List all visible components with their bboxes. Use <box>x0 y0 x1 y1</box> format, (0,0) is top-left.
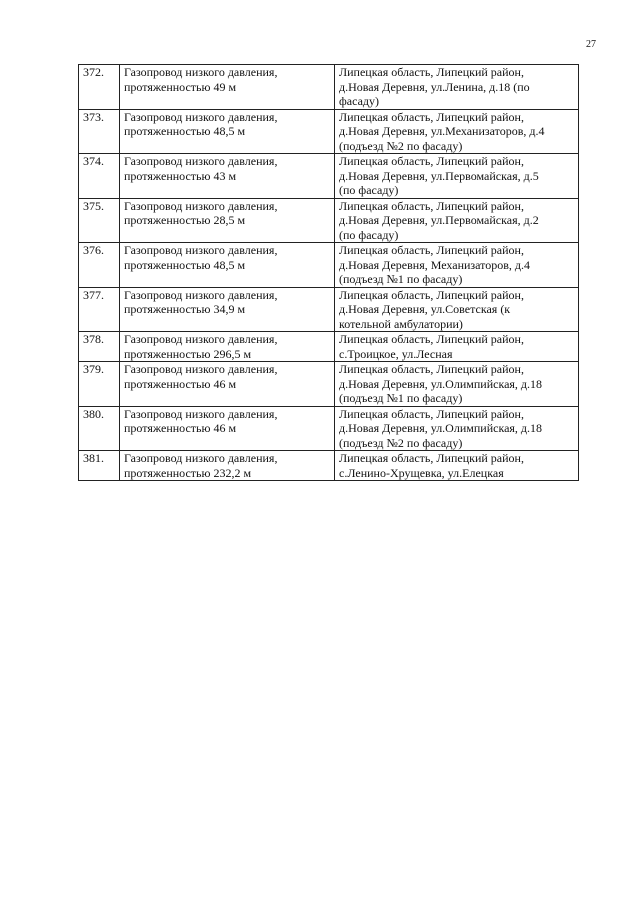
row-number-cell: 373. <box>79 109 120 154</box>
object-name-line: Газопровод низкого давления, <box>124 287 278 302</box>
object-name-cell <box>120 362 335 407</box>
object-name-cell <box>120 406 335 451</box>
table-row <box>79 287 579 332</box>
table-row <box>79 243 579 288</box>
address-line: Липецкая область, Липецкий район, <box>339 406 524 421</box>
object-name-line: протяженностью 43 м <box>124 168 237 183</box>
address-cell <box>335 362 579 407</box>
address-line: Липецкая область, Липецкий район, <box>339 287 524 302</box>
object-name-cell <box>120 65 335 110</box>
address-cell <box>335 332 579 362</box>
address-line: (по фасаду) <box>339 227 399 242</box>
address-line: (подъезд №2 по фасаду) <box>339 435 463 450</box>
address-line: д.Новая Деревня, ул.Советская (к <box>339 302 511 316</box>
address-line: Липецкая область, Липецкий район, <box>339 362 524 376</box>
object-name-line: Газопровод низкого давления, <box>124 362 278 376</box>
address-cell <box>335 451 579 481</box>
table-row <box>79 154 579 199</box>
address-line: Липецкая область, Липецкий район, <box>339 451 524 465</box>
row-number-cell: 381. <box>79 451 120 481</box>
object-name-line: Газопровод низкого давления, <box>124 154 278 168</box>
address-line: Липецкая область, Липецкий район, <box>339 332 524 346</box>
address-line: Липецкая область, Липецкий район, <box>339 243 524 257</box>
object-name-cell <box>120 287 335 332</box>
address-line: д.Новая Деревня, ул.Первомайская, д.2 <box>339 213 539 227</box>
address-line: котельной амбулатории) <box>339 316 463 331</box>
object-name-line: протяженностью 46 м <box>124 421 237 435</box>
address-line: Липецкая область, Липецкий район, <box>339 198 524 213</box>
table-row <box>79 451 579 481</box>
address-cell <box>335 154 579 199</box>
object-name-line: протяженностью 34,9 м <box>124 302 246 316</box>
object-name-cell <box>120 198 335 243</box>
object-name-line: Газопровод низкого давления, <box>124 109 278 124</box>
address-line: (по фасаду) <box>339 183 399 197</box>
object-name-line: протяженностью 48,5 м <box>124 257 246 272</box>
object-name-line: протяженностью 232,2 м <box>124 465 252 480</box>
address-line: Липецкая область, Липецкий район, <box>339 109 524 124</box>
object-name-cell <box>120 332 335 362</box>
address-line: (подъезд №2 по фасаду) <box>339 138 463 153</box>
address-line: д.Новая Деревня, ул.Механизаторов, д.4 <box>339 124 545 138</box>
address-line: д.Новая Деревня, ул.Олимпийская, д.18 <box>339 421 543 435</box>
address-cell <box>335 406 579 451</box>
object-name-cell <box>120 451 335 481</box>
address-line: с.Ленино-Хрущевка, ул.Елецкая <box>339 465 504 480</box>
address-cell <box>335 109 579 154</box>
object-name-cell <box>120 243 335 288</box>
address-cell <box>335 243 579 288</box>
object-name-line: протяженностью 49 м <box>124 79 237 94</box>
table-row <box>79 109 579 154</box>
row-number-cell: 378. <box>79 332 120 362</box>
object-name-cell <box>120 109 335 154</box>
table-row <box>79 362 579 407</box>
registry-table <box>78 64 579 481</box>
row-number-cell: 377. <box>79 287 120 332</box>
object-name-line: Газопровод низкого давления, <box>124 65 278 79</box>
object-name-line: Газопровод низкого давления, <box>124 451 278 465</box>
object-name-line: Газопровод низкого давления, <box>124 198 278 213</box>
object-name-line: протяженностью 46 м <box>124 376 237 391</box>
object-name-line: протяженностью 28,5 м <box>124 213 246 227</box>
object-name-line: Газопровод низкого давления, <box>124 332 278 346</box>
table-row <box>79 65 579 110</box>
object-name-cell <box>120 154 335 199</box>
address-line: (подъезд №1 по фасаду) <box>339 272 463 286</box>
row-number-cell: 374. <box>79 154 120 199</box>
object-name-line: Газопровод низкого давления, <box>124 243 278 257</box>
table-row <box>79 406 579 451</box>
row-number-cell: 376. <box>79 243 120 288</box>
address-line: фасаду) <box>339 94 380 108</box>
address-line: д.Новая Деревня, ул.Первомайская, д.5 <box>339 168 539 183</box>
page-number: 27 <box>586 39 596 50</box>
address-line: Липецкая область, Липецкий район, <box>339 65 524 79</box>
address-line: Липецкая область, Липецкий район, <box>339 154 524 168</box>
row-number-cell: 380. <box>79 406 120 451</box>
address-line: д.Новая Деревня, ул.Ленина, д.18 (по <box>339 79 530 94</box>
address-line: с.Троицкое, ул.Лесная <box>339 346 453 361</box>
address-cell <box>335 287 579 332</box>
table-row <box>79 198 579 243</box>
row-number-cell: 372. <box>79 65 120 110</box>
table-row <box>79 332 579 362</box>
address-line: д.Новая Деревня, ул.Олимпийская, д.18 <box>339 376 543 391</box>
row-number-cell: 375. <box>79 198 120 243</box>
object-name-line: протяженностью 296,5 м <box>124 346 252 361</box>
registry-table-body <box>79 65 579 481</box>
object-name-line: протяженностью 48,5 м <box>124 124 246 138</box>
address-line: д.Новая Деревня, Механизаторов, д.4 <box>339 257 531 272</box>
row-number-cell: 379. <box>79 362 120 407</box>
address-cell <box>335 198 579 243</box>
address-line: (подъезд №1 по фасаду) <box>339 391 463 405</box>
object-name-line: Газопровод низкого давления, <box>124 406 278 421</box>
address-cell <box>335 65 579 110</box>
